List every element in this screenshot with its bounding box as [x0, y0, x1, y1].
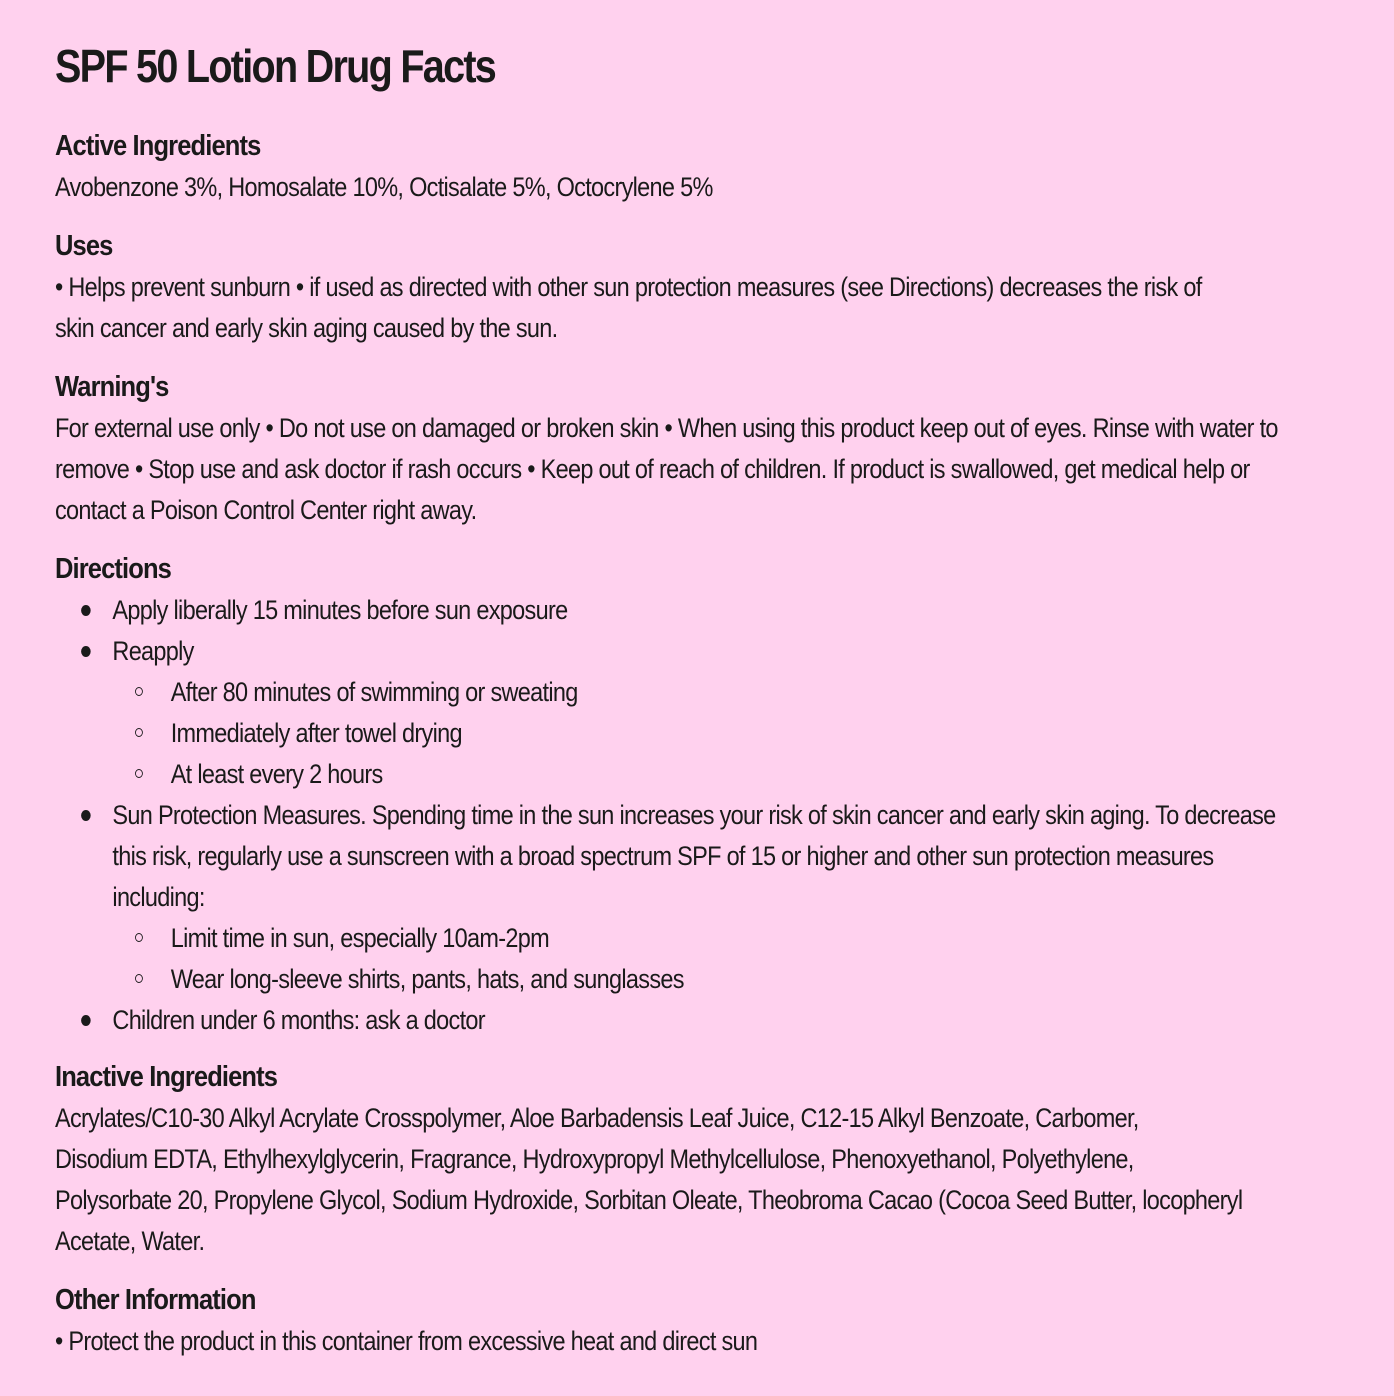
warnings-line-1: For external use only • Do not use on damaged or broken skin • When using this product keep out of eyes. Rinse with water to: [55, 413, 1278, 443]
reapply-sublist: [112, 672, 1360, 795]
measure-item: Wear long-sleeve shirts, pants, hats, and sunglasses: [170, 964, 684, 994]
warnings-line-2: remove • Stop use and ask doctor if rash occurs • Keep out of reach of children. If product is swallowed, get medical help or: [55, 454, 1250, 484]
sun-protection-line-1: Sun Protection Measures. Spending time in the sun increases your risk of skin cancer and early skin aging. To decrease: [112, 800, 1276, 830]
inactive-line-3: Polysorbate 20, Propylene Glycol, Sodium Hydroxide, Sorbitan Oleate, Theobroma Cacao (Cocoa Seed Butter, locopheryl: [55, 1185, 1243, 1215]
circle-bullet-icon: [135, 728, 143, 737]
uses-line-1: • Helps prevent sunburn • if used as directed with other sun protection measures (see Directions) decreases the risk of: [55, 272, 1202, 302]
bullet-icon: [81, 810, 91, 821]
list-item: [112, 918, 1360, 959]
directions-list: [55, 590, 1360, 1041]
list-item: [55, 795, 1360, 1000]
uses-section: [55, 226, 1355, 349]
uses-text: [55, 267, 1360, 349]
reapply-item: Immediately after towel drying: [170, 718, 462, 748]
direction-reapply: Reapply: [112, 636, 194, 666]
direction-apply: Apply liberally 15 minutes before sun exposure: [112, 595, 568, 625]
uses-line-2: skin cancer and early skin aging caused by the sun.: [55, 313, 558, 343]
warnings-heading: Warning's: [55, 371, 169, 403]
list-item: [112, 672, 1360, 713]
circle-bullet-icon: [135, 933, 143, 942]
circle-bullet-icon: [135, 769, 143, 778]
list-item: [112, 754, 1360, 795]
uses-heading: Uses: [55, 230, 113, 262]
list-item: [112, 713, 1360, 754]
inactive-line-2: Disodium EDTA, Ethylhexylglycerin, Fragrance, Hydroxypropyl Methylcellulose, Phenoxyethanol, Polyethylene,: [55, 1144, 1134, 1174]
bullet-icon: [81, 646, 91, 657]
other-information-line: • Protect the product in this container from excessive heat and direct sun: [55, 1326, 758, 1356]
active-ingredients-text: [55, 167, 1360, 208]
reapply-item: After 80 minutes of swimming or sweating: [170, 677, 578, 707]
reapply-item: At least every 2 hours: [170, 759, 383, 789]
active-ingredients-line: Avobenzone 3%, Homosalate 10%, Octisalate 5%, Octocrylene 5%: [55, 172, 713, 202]
inactive-ingredients-section: [55, 1057, 1355, 1262]
inactive-ingredients-heading: Inactive Ingredients: [55, 1061, 278, 1093]
inactive-line-1: Acrylates/C10-30 Alkyl Acrylate Crosspolymer, Aloe Barbadensis Leaf Juice, C12-15 Alkyl Benzoate, Carbomer,: [55, 1103, 1139, 1133]
sun-protection-line-2: this risk, regularly use a sunscreen with a broad spectrum SPF of 15 or higher and other sun protection measures: [112, 841, 1214, 871]
list-item: [55, 1000, 1360, 1041]
other-information-section: [55, 1280, 1355, 1362]
page-title: SPF 50 Lotion Drug Facts: [55, 40, 496, 92]
bullet-icon: [81, 1015, 91, 1026]
warnings-text: [55, 408, 1360, 531]
measure-item: Limit time in sun, especially 10am-2pm: [170, 923, 549, 953]
inactive-line-4: Acetate, Water.: [55, 1226, 205, 1256]
other-information-heading: Other Information: [55, 1284, 256, 1316]
drug-facts-document: [55, 36, 1355, 1362]
measures-sublist: [112, 918, 1360, 1000]
warnings-section: [55, 367, 1355, 531]
list-item: [112, 959, 1360, 1000]
directions-list-wrap: [55, 590, 1360, 1041]
active-ingredients-heading: Active Ingredients: [55, 130, 261, 162]
sun-protection-line-3: including:: [112, 882, 205, 912]
inactive-ingredients-text: [55, 1098, 1360, 1262]
warnings-line-3: contact a Poison Control Center right away.: [55, 495, 477, 525]
directions-section: [55, 549, 1355, 1041]
directions-heading: Directions: [55, 553, 172, 585]
list-item: [55, 631, 1360, 795]
list-item: [55, 590, 1360, 631]
bullet-icon: [81, 605, 91, 616]
circle-bullet-icon: [135, 974, 143, 983]
other-information-text: [55, 1321, 1360, 1362]
circle-bullet-icon: [135, 687, 143, 696]
active-ingredients-section: [55, 126, 1355, 208]
direction-children: Children under 6 months: ask a doctor: [112, 1005, 485, 1035]
